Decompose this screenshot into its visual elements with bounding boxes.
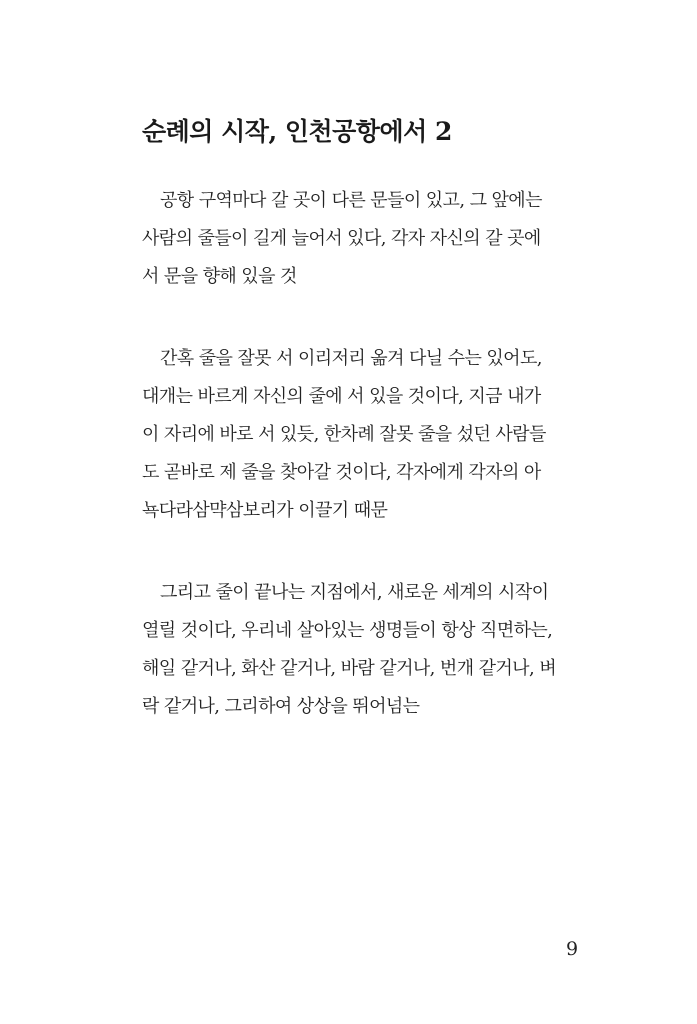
chapter-title: 순례의 시작, 인천공항에서 2 [142, 117, 452, 146]
page-number: 9 [566, 938, 579, 960]
paragraph-line: 해일 같거나, 화산 같거나, 바람 같거나, 번개 같거나, 벼 [142, 658, 557, 679]
paragraph [142, 574, 582, 726]
paragraph-line: 간혹 줄을 잘못 서 이리저리 옮겨 다닐 수는 있어도, [160, 348, 542, 369]
paragraph-line: 뇩다라삼먁삼보리가 이끌기 때문 [142, 500, 388, 521]
paragraph [142, 182, 582, 296]
paragraph-line: 이 자리에 바로 서 있듯, 한차례 잘못 줄을 섰던 사람들 [142, 424, 546, 445]
paragraph [142, 340, 582, 530]
paragraph-line: 락 같거나, 그리하여 상상을 뛰어넘는 [142, 696, 420, 717]
paragraph-line: 도 곧바로 제 줄을 찾아갈 것이다, 각자에게 각자의 아 [142, 462, 541, 483]
paragraph-line: 대개는 바르게 자신의 줄에 서 있을 것이다, 지금 내가 [142, 386, 541, 407]
paragraph-line: 열릴 것이다, 우리네 살아있는 생명들이 항상 직면하는, [142, 620, 553, 641]
paragraph-line: 사람의 줄들이 길게 늘어서 있다, 각자 자신의 갈 곳에 [142, 228, 541, 249]
paragraph-line: 공항 구역마다 갈 곳이 다른 문들이 있고, 그 앞에는 [160, 190, 542, 211]
paragraph-line: 그리고 줄이 끝나는 지점에서, 새로운 세계의 시작이 [160, 582, 549, 603]
paragraph-line: 서 문을 향해 있을 것 [142, 266, 297, 287]
